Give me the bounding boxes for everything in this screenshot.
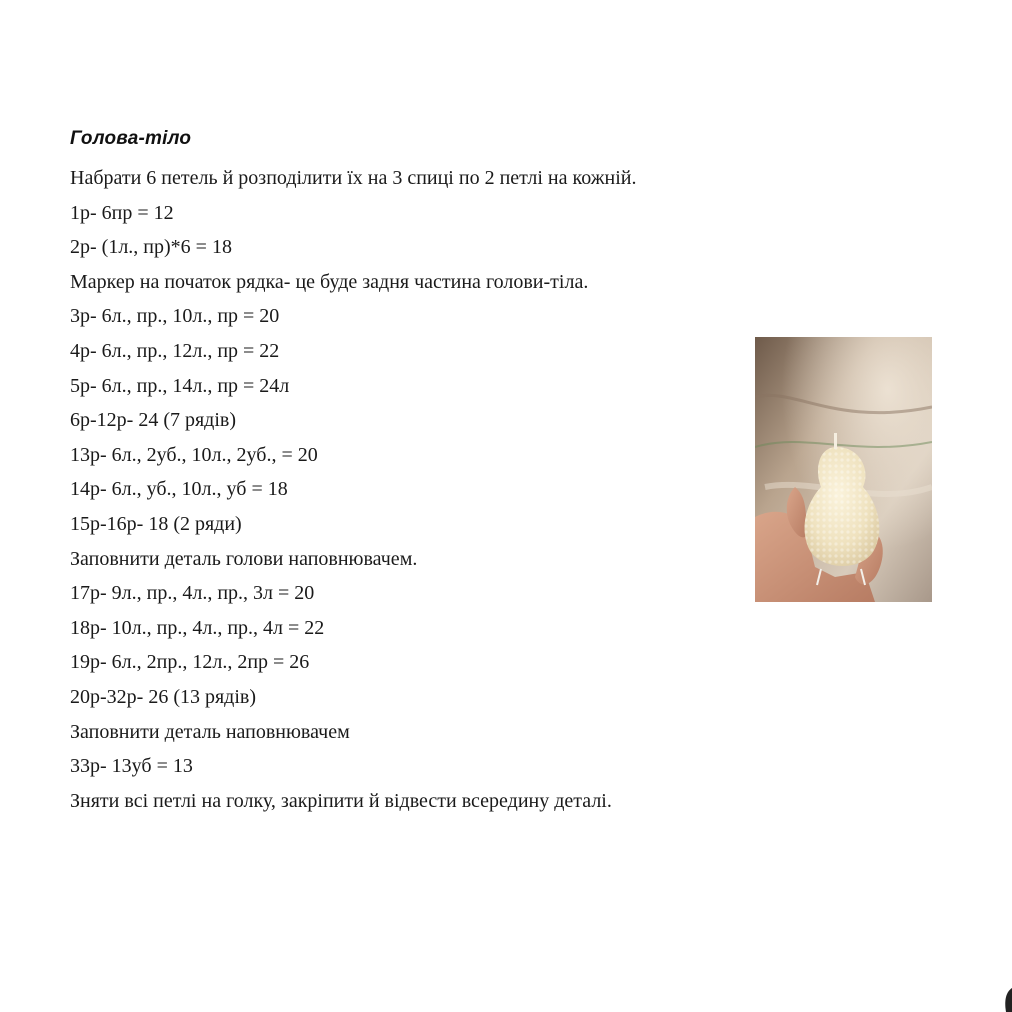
instruction-line: 18р- 10л., пр., 4л., пр., 4л = 22 <box>70 616 325 639</box>
instruction-line: 3р- 6л., пр., 10л., пр = 20 <box>70 305 280 328</box>
instruction-line: 19р- 6л., 2пр., 12л., 2пр = 26 <box>70 651 310 674</box>
instruction-line: Набрати 6 петель й розподілити їх на 3 спиці по 2 петлі на кожній. <box>70 167 637 189</box>
section-heading: Голова-тіло <box>70 128 192 149</box>
instruction-line: 1р- 6пр = 12 <box>70 201 174 224</box>
instruction-line: Заповнити деталь наповнювачем <box>70 720 350 743</box>
instruction-line: 5р- 6л., пр., 14л., пр = 24л <box>70 374 290 397</box>
instruction-line: 17р- 9л., пр., 4л., пр., 3л = 20 <box>70 582 315 605</box>
instruction-line: Заповнити деталь голови наповнювачем. <box>70 547 418 570</box>
instruction-line: Маркер на початок рядка- це буде задня частина голови-тіла. <box>70 270 589 293</box>
corner-mark <box>1004 988 1012 1012</box>
instruction-line: 4р- 6л., пр., 12л., пр = 22 <box>70 339 280 362</box>
instruction-line: 6р-12р- 24 (7 рядів) <box>70 409 237 432</box>
instruction-line: 14р- 6л., уб., 10л., уб = 18 <box>70 478 288 501</box>
instruction-line: Зняти всі петлі на голку, закріпити й відвести всередину деталі. <box>70 789 612 812</box>
instruction-line: 33р- 13уб = 13 <box>70 755 193 778</box>
instruction-line: 20р-32р- 26 (13 рядів) <box>70 685 257 708</box>
instruction-line: 2р- (1л., пр)*6 = 18 <box>70 236 232 259</box>
knitted-toy-photo <box>755 337 932 602</box>
instruction-line: 13р- 6л., 2уб., 10л., 2уб., = 20 <box>70 443 318 466</box>
instruction-list <box>70 163 637 820</box>
instruction-line: 15р-16р- 18 (2 ряди) <box>70 512 242 535</box>
